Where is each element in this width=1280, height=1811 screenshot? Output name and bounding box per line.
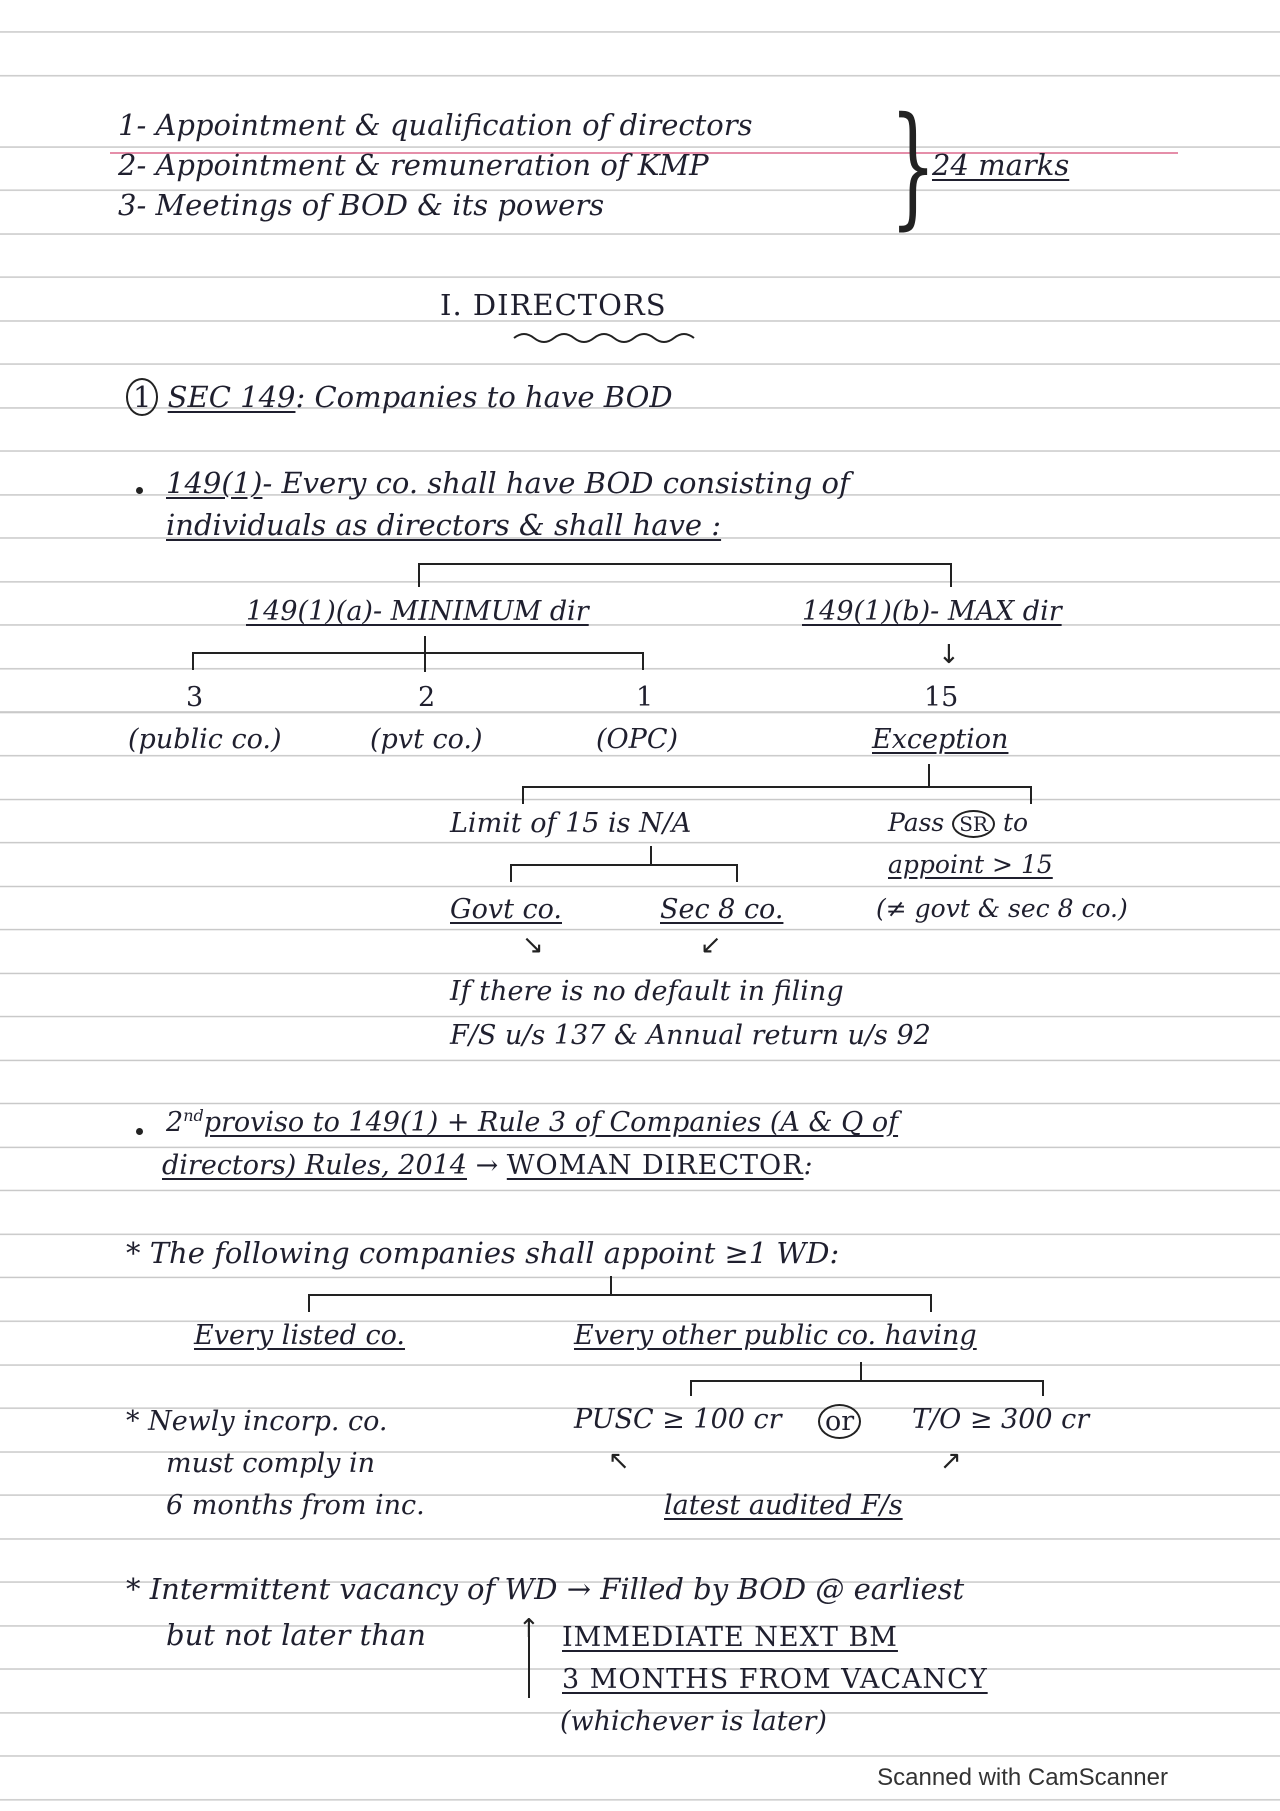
exception-bar	[522, 786, 1032, 788]
public-bar	[690, 1380, 1044, 1382]
section-ref: SEC 149	[167, 380, 296, 414]
to-word: to	[1002, 808, 1029, 837]
opc-label: (OPC)	[596, 724, 679, 755]
min-branch-bar	[192, 652, 644, 654]
max-count: 15	[924, 682, 959, 713]
latest-audited-fs: latest audited F/s	[664, 1490, 903, 1521]
section-number-circle: 1	[126, 378, 158, 416]
arrow-down-left-icon: ↙	[700, 930, 722, 960]
vacancy-line2: but not later than	[166, 1618, 426, 1652]
public-stem	[860, 1362, 862, 1382]
wd-right	[930, 1294, 932, 1312]
whichever-later-note: (whichever is later)	[560, 1706, 827, 1737]
max-dir-label: 149(1)(b)- MAX dir	[802, 596, 1062, 627]
s149-1-ref: 149(1)	[166, 466, 263, 500]
s149-1-line1	[166, 466, 850, 500]
turnover-condition: T/O ≥ 300 cr	[912, 1404, 1090, 1435]
marks-label: 24 marks	[932, 148, 1070, 182]
exception-left	[522, 786, 524, 804]
arrow-up-right-icon: ↗	[940, 1446, 962, 1476]
chapter-title: I. DIRECTORS	[440, 288, 667, 322]
public-label: (public co.)	[128, 724, 282, 755]
vacancy-option1: IMMEDIATE NEXT BM	[562, 1622, 898, 1653]
vacancy-line1: * Intermittent vacancy of WD → Filled by BOD @ earliest	[126, 1572, 965, 1606]
wd-bar	[308, 1294, 932, 1296]
public-count: 3	[186, 682, 204, 713]
vacancy-bracket	[528, 1636, 530, 1698]
colon: :	[803, 1150, 813, 1181]
right-arrow-icon: →	[475, 1150, 499, 1181]
arrow-up-left-icon: ↖	[608, 1446, 630, 1476]
s149-1-text: - Every co. shall have BOD consisting of	[262, 466, 850, 500]
rules-text: directors) Rules, 2014	[162, 1150, 467, 1181]
min-branch-right	[642, 652, 644, 670]
down-arrow-icon: ↓	[938, 640, 960, 670]
syllabus-item-3: 3- Meetings of BOD & its powers	[118, 188, 605, 222]
exception-stem	[928, 764, 930, 788]
or-circle: or	[818, 1404, 861, 1439]
pass-sr-line2: appoint > 15	[888, 850, 1053, 879]
public-left	[690, 1380, 692, 1396]
pass-word: Pass	[888, 808, 945, 837]
or-label	[818, 1404, 861, 1439]
newly-incorp-line3: 6 months from inc.	[166, 1490, 425, 1521]
limit-stem	[650, 846, 652, 866]
wd-stem	[610, 1276, 612, 1296]
newly-incorp-line2: must comply in	[166, 1448, 376, 1479]
bullet-dot	[136, 1128, 143, 1135]
woman-dir-line2	[162, 1150, 813, 1181]
proviso-text: proviso to 149(1) + Rule 3 of Companies (A & Q of	[203, 1107, 899, 1138]
limit-bar	[510, 864, 738, 866]
every-listed-co: Every listed co.	[194, 1320, 405, 1351]
section-heading	[126, 378, 673, 416]
min-dir-label: 149(1)(a)- MINIMUM dir	[246, 596, 589, 627]
woman-director-heading: WOMAN DIRECTOR	[506, 1150, 804, 1181]
exception-label: Exception	[872, 724, 1009, 755]
govt-co-label: Govt co.	[450, 894, 562, 925]
min-branch-left	[192, 652, 194, 670]
title-wavy-underline	[512, 330, 702, 344]
limit-right	[736, 864, 738, 882]
syllabus-item-1: 1- Appointment & qualification of directors	[118, 108, 753, 142]
pusc-condition: PUSC ≥ 100 cr	[574, 1404, 782, 1435]
condition-line2: F/S u/s 137 & Annual return u/s 92	[450, 1020, 931, 1051]
ordinal-number: 2	[166, 1107, 184, 1138]
exception-right	[1030, 786, 1032, 804]
pvt-count: 2	[418, 682, 436, 713]
wd-left	[308, 1294, 310, 1312]
wd-heading: * The following companies shall appoint ≥1 WD:	[126, 1236, 840, 1270]
pass-sr-line3: (≠ govt & sec 8 co.)	[876, 894, 1128, 923]
condition-line1: If there is no default in filing	[450, 976, 844, 1007]
scanner-watermark: Scanned with CamScanner	[877, 1764, 1168, 1791]
s149-1-line2: individuals as directors & shall have :	[166, 508, 722, 542]
opc-count: 1	[636, 682, 654, 713]
tree-bracket-top	[418, 563, 952, 565]
tree-bracket-left	[418, 563, 420, 587]
syllabus-item-2: 2- Appointment & remuneration of KMP	[118, 148, 709, 182]
section-title: : Companies to have BOD	[295, 380, 673, 414]
tree-bracket-right	[950, 563, 952, 587]
ordinal-suffix: nd	[183, 1106, 204, 1125]
limit-left	[510, 864, 512, 882]
limit-na-label: Limit of 15 is N/A	[450, 808, 692, 839]
public-right	[1042, 1380, 1044, 1396]
up-arrow-icon: ↑	[518, 1614, 540, 1644]
pvt-label: (pvt co.)	[370, 724, 483, 755]
right-brace: }	[890, 89, 937, 243]
arrow-down-right-icon: ↘	[522, 930, 544, 960]
min-stem	[424, 636, 426, 672]
woman-dir-line1	[166, 1106, 898, 1138]
newly-incorp-line1: * Newly incorp. co.	[126, 1406, 388, 1437]
pass-sr-line1	[888, 808, 1028, 838]
sr-circle: SR	[952, 810, 995, 838]
vacancy-option2: 3 MONTHS FROM VACANCY	[562, 1664, 988, 1695]
bullet-dot	[136, 487, 143, 494]
every-other-public-co: Every other public co. having	[574, 1320, 977, 1351]
sec8-co-label: Sec 8 co.	[660, 894, 784, 925]
